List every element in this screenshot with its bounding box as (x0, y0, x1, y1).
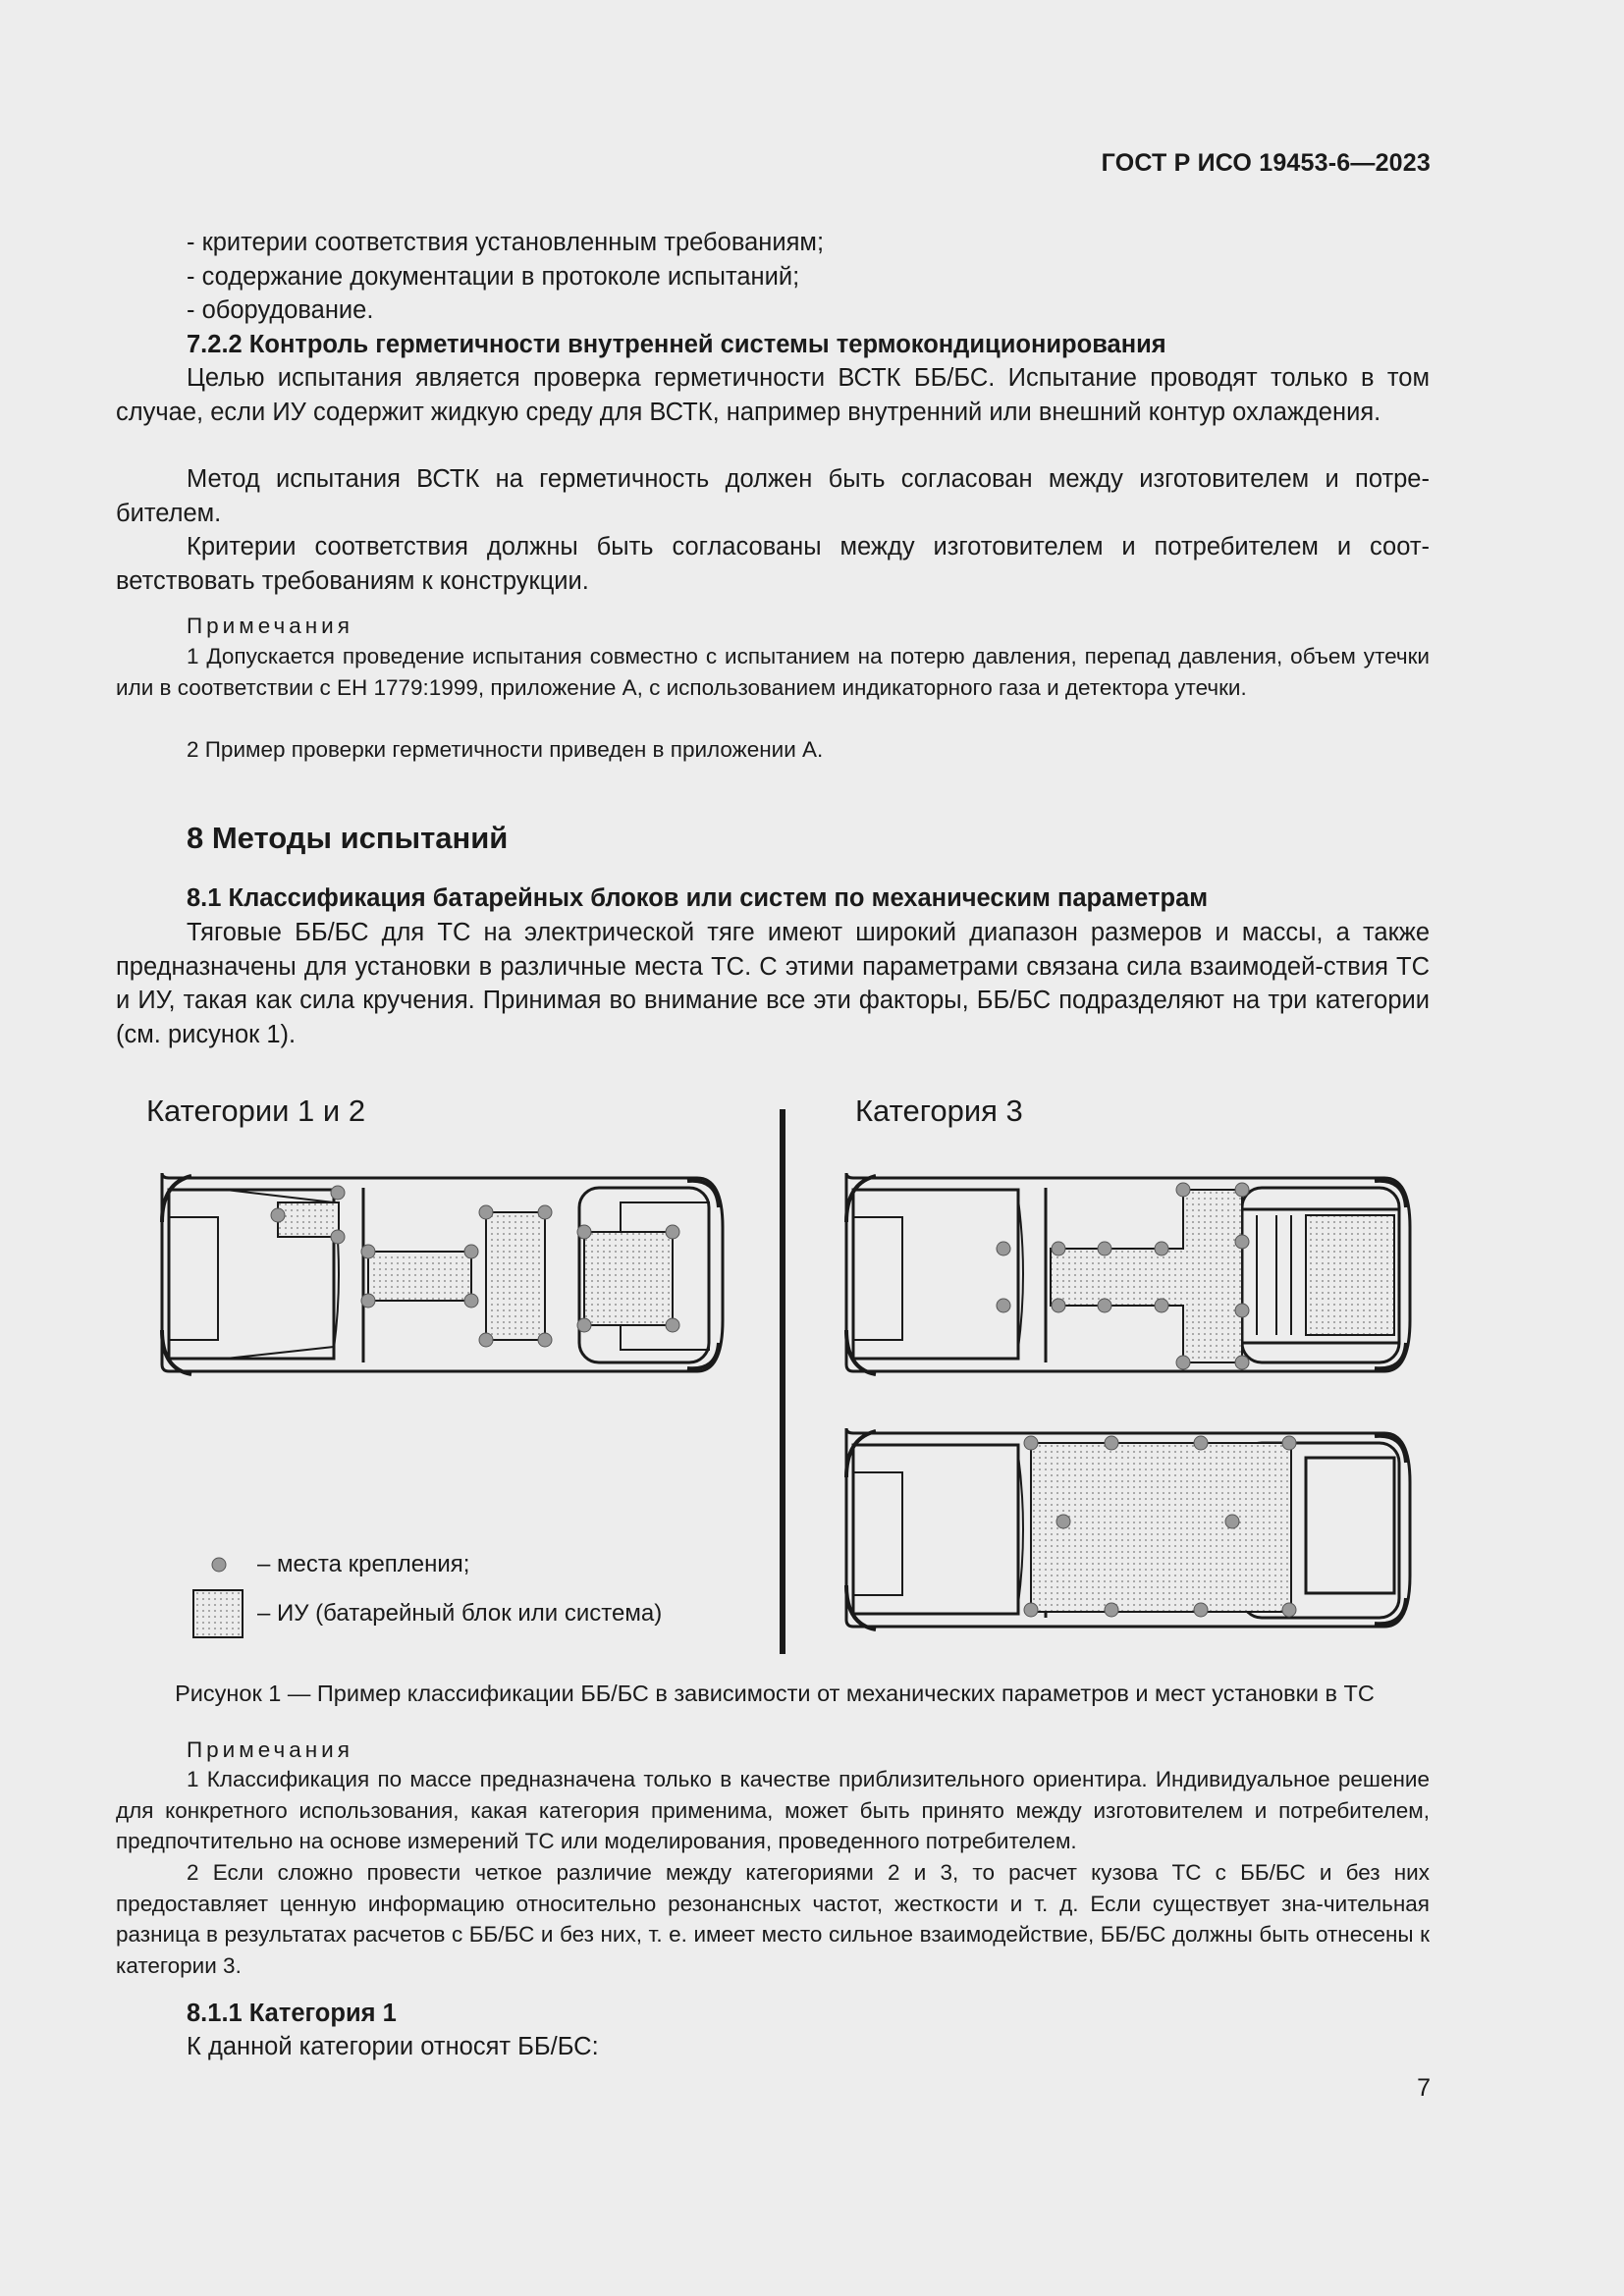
battery-unit (584, 1232, 673, 1325)
list-item: - содержание документации в протоколе испытаний; (187, 262, 800, 291)
list-item: - оборудование. (187, 296, 374, 324)
paragraph: Критерии соответствия должны быть согласованы между изготовителем и потребителем и соот-ветствовать требованиям к конструкции. (116, 533, 1430, 595)
document-code: ГОСТ Р ИСО 19453-6—2023 (1101, 149, 1431, 177)
section-heading-8: 8 Методы испытаний (187, 821, 509, 855)
notes-title: Примечания (187, 614, 353, 638)
legend-mount-label: – места крепления; (257, 1551, 470, 1577)
note-item: 1 Классификация по массе предназначена только в качестве приблизительного ориентира. Индивидуальное решение для конкретного использования, какая категория применима, может быть принято между изготовителем и потребителем, предпочтительно на основе измерений ТС или моделирования, проведенного потребителем. (116, 1767, 1430, 1853)
divider-line (780, 1109, 785, 1654)
paragraph: Тяговые ББ/БС для ТС на электрической тяге имеют широкий диапазон размеров и массы, а также предназначены для установки в различные места ТС. С этими параметрами связана сила взаимодей-ствия ТС и ИУ, такая как сила кручения. Принимая во внимание все эти факторы, ББ/БС подразделяют на три категории (см. рисунок 1). (116, 919, 1430, 1048)
legend-unit-symbol (193, 1590, 243, 1637)
battery-unit (1031, 1443, 1291, 1612)
battery-unit (1306, 1215, 1394, 1335)
section-heading-7-2-2: 7.2.2 Контроль герметичности внутренней системы термокондиционирования (187, 331, 1166, 358)
figure-caption: Рисунок 1 — Пример классификации ББ/БС в зависимости от механических параметров и мест установки в ТС (175, 1681, 1375, 1706)
notes-title: Примечания (187, 1737, 353, 1762)
figure-label-left: Категории 1 и 2 (146, 1094, 366, 1128)
legend-mount-symbol (212, 1558, 226, 1572)
section-heading-8-1-1: 8.1.1 Категория 1 (187, 2000, 397, 2027)
note-item: 2 Если сложно провести четкое различие между категориями 2 и 3, то расчет кузова ТС с ББ/БС и без них предоставляет ценную информацию относительно резонансных частот, жесткости и т. д. Если существует зна-чительная разница в результатах расчетов с ББ/БС и без них, т. е. имеет место сильное взаимодействие, ББ/БС должны быть отнесены к категории 3. (116, 1860, 1430, 1978)
battery-unit (486, 1212, 545, 1340)
section-heading-8-1: 8.1 Классификация батарейных блоков или систем по механическим параметрам (187, 884, 1209, 912)
page-number: 7 (1417, 2074, 1431, 2102)
battery-unit (368, 1252, 471, 1301)
legend-unit-label: – ИУ (батарейный блок или система) (257, 1600, 663, 1627)
paragraph: Метод испытания ВСТК на герметичность должен быть согласован между изготовителем и потре-бителем. (116, 465, 1430, 527)
figure-label-right: Категория 3 (855, 1094, 1023, 1128)
battery-unit (278, 1202, 339, 1237)
note-item: 1 Допускается проведение испытания совместно с испытанием на потерю давления, перепад давления, объем утечки или в соответствии с ЕН 1779:1999, приложение А, с использованием индикаторного газа и детектора утечки. (116, 644, 1430, 700)
list-item: - критерии соответствия установленным требованиям; (187, 229, 825, 256)
battery-unit (1051, 1190, 1242, 1362)
paragraph: К данной категории относят ББ/БС: (187, 2033, 599, 2060)
paragraph: Целью испытания является проверка герметичности ВСТК ББ/БС. Испытание проводят только в том случае, если ИУ содержит жидкую среду для ВСТК, например внутренний или внешний контур охлаждения. (116, 364, 1430, 426)
note-item: 2 Пример проверки герметичности приведен в приложении А. (187, 737, 824, 762)
